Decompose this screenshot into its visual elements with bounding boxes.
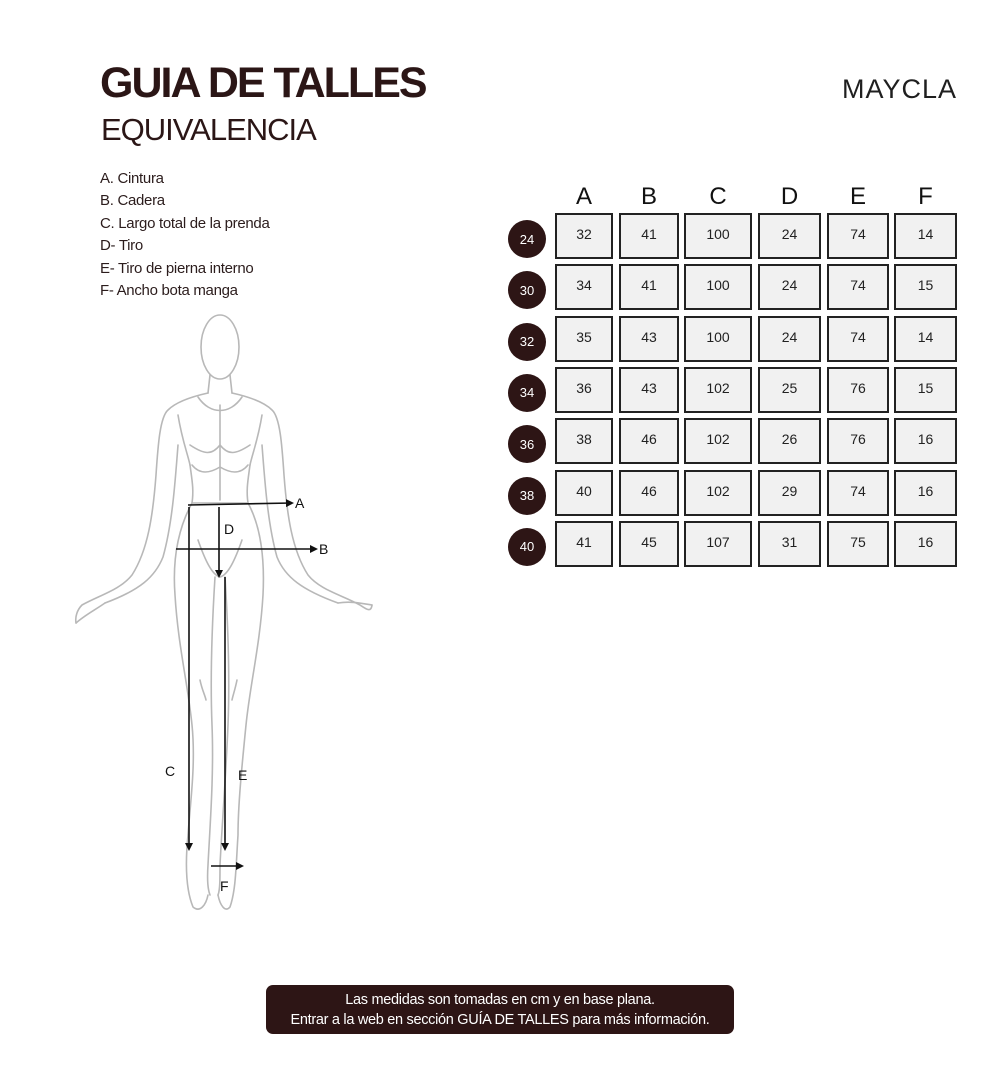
legend-item-c: C. Largo total de la prenda [100,214,270,232]
table-cell: 100 [684,316,752,362]
footer-line-1: Las medidas son tomadas en cm y en base plana. [345,991,655,1008]
table-cell: 102 [684,418,752,464]
table-cell: 45 [619,521,679,567]
measurement-legend [100,169,270,303]
table-cell: 74 [827,316,889,362]
page-subtitle: EQUIVALENCIA [101,112,316,147]
table-cell: 43 [619,367,679,413]
label-a: A [295,495,305,511]
table-cell: 16 [894,418,957,464]
label-e: E [238,767,248,783]
table-cell: 76 [827,367,889,413]
label-b: B [319,541,329,557]
table-cell: 36 [555,367,613,413]
table-cell: 40 [555,470,613,516]
legend-item-f: F- Ancho bota manga [100,281,238,299]
table-cell: 102 [684,367,752,413]
table-cell: 100 [684,264,752,310]
table-cell: 74 [827,213,889,259]
column-header-a: A [575,183,592,210]
table-cell: 16 [894,521,957,567]
table-cell: 107 [684,521,752,567]
table-cell: 100 [684,213,752,259]
table-cell: 29 [758,470,821,516]
size-badge: 40 [508,528,546,566]
legend-item-d: D- Tiro [100,237,143,255]
table-cell: 24 [758,213,821,259]
table-cell: 43 [619,316,679,362]
table-cell: 76 [827,418,889,464]
column-header-c: C [709,183,727,210]
size-badge: 38 [508,477,546,515]
table-cell: 26 [758,418,821,464]
table-cell: 31 [758,521,821,567]
table-cell: 25 [758,367,821,413]
table-cell: 46 [619,418,679,464]
label-c: C [165,763,176,779]
legend-item-a: A. Cintura [100,170,164,187]
column-header-b: B [640,183,657,210]
table-cell: 15 [894,264,957,310]
column-header-f: F [918,183,933,210]
table-cell: 24 [758,316,821,362]
size-badge: 24 [508,220,546,258]
size-badge: 34 [508,374,546,412]
table-cell: 74 [827,264,889,310]
column-header-e: E [849,183,866,210]
table-cell: 16 [894,470,957,516]
table-cell: 34 [555,264,613,310]
table-cell: 15 [894,367,957,413]
table-cell: 14 [894,213,957,259]
page-title: GUIA DE TALLES [100,59,426,107]
legend-item-e: E- Tiro de pierna interno [100,259,254,277]
table-cell: 75 [827,521,889,567]
table-cell: 41 [555,521,613,567]
mannequin-illustration [60,305,390,915]
table-cell: 38 [555,418,613,464]
label-d: D [224,521,235,537]
size-badge: 32 [508,323,546,361]
column-header-d: D [780,183,799,210]
size-badge: 36 [508,425,546,463]
table-cell: 14 [894,316,957,362]
footer-line-2: Entrar a la web en sección GUÍA DE TALLES para más información. [290,1011,710,1028]
table-cell: 32 [555,213,613,259]
table-cell: 35 [555,316,613,362]
label-f: F [220,878,229,894]
brand-logo: MAYCLA [842,74,958,104]
size-badge: 30 [508,271,546,309]
table-cell: 24 [758,264,821,310]
table-cell: 46 [619,470,679,516]
legend-item-b: B. Cadera [100,192,165,210]
table-cell: 102 [684,470,752,516]
footer-note [266,985,734,1034]
table-cell: 41 [619,264,679,310]
table-cell: 74 [827,470,889,516]
table-cell: 41 [619,213,679,259]
